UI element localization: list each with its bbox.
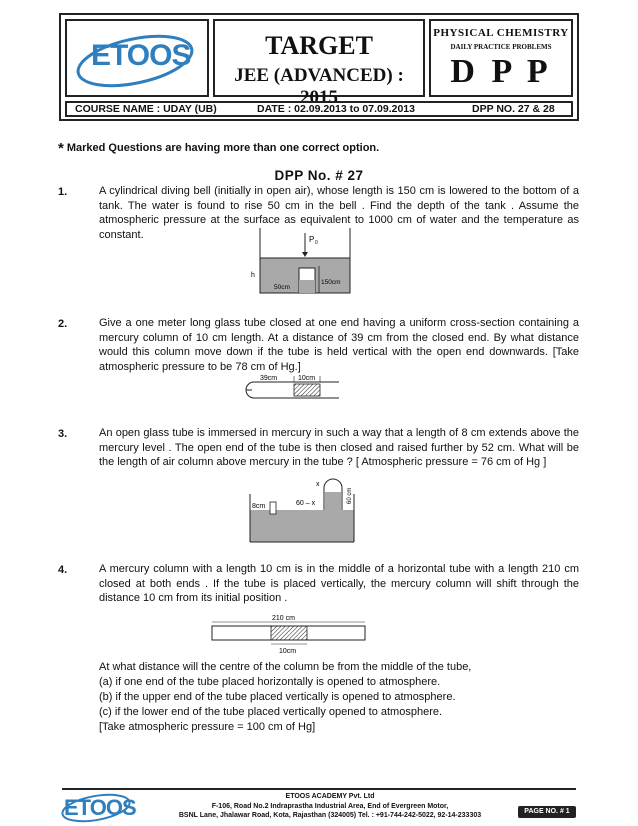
- label-60cm: 60 cm: [347, 487, 353, 504]
- h-label: h: [251, 272, 255, 279]
- immersed-tube-figure: [248, 474, 358, 544]
- question-number: 4.: [58, 564, 68, 576]
- horizontal-tube-figure: [210, 612, 370, 658]
- header-box: [59, 13, 579, 121]
- followup-line: At what distance will the centre of the column be from the middle of the tube,: [99, 661, 472, 673]
- dpp-heading: DPP No. # 27: [274, 168, 364, 183]
- label-8cm: 8cm: [252, 503, 266, 510]
- logo-cell: [65, 19, 209, 97]
- marked-questions-note: [58, 140, 379, 157]
- label-39cm: 39cm: [260, 375, 278, 382]
- followup-line: (c) if the lower end of the tube placed vertically opened to atmosphere.: [99, 706, 443, 718]
- footer-academy: ETOOS ACADEMY Pvt. Ltd: [285, 793, 375, 800]
- question-number: 3.: [58, 428, 68, 440]
- dpp-subtitle: DAILY PRACTICE PROBLEMS: [450, 43, 552, 51]
- label-10cm: 10cm: [298, 375, 316, 382]
- dpp-number: DPP NO. 27 & 28: [472, 103, 555, 115]
- label-x: x: [316, 481, 320, 488]
- dpp-big-title: D P P: [450, 53, 552, 90]
- target-title: TARGET: [265, 31, 373, 60]
- footer-logo: ETOOS: [64, 795, 136, 820]
- p0-label: P: [309, 235, 315, 244]
- question-text: A cylindrical diving bell (initially in open air), whose length is 150 cm is lowered to the bottom of a tank. The water is found to rise 50 cm in the bell . Find the depth of the tank . Assume the atmospheric pressure at the surface as equivalent to 1000 cm of water and the temperature as constant.: [99, 185, 579, 241]
- followup-line: (a) if one end of the tube placed horizontally is opened to atmosphere.: [99, 676, 441, 688]
- glass-tube-figure: [244, 372, 364, 408]
- footer-address-1: F-106, Road No.2 Indraprastha Industrial Area, End of Evergreen Motor,: [211, 803, 449, 810]
- label-50cm: 50cm: [274, 284, 290, 291]
- dpp-cell: [429, 19, 573, 97]
- date-range: DATE : 02.09.2013 to 07.09.2013: [257, 103, 415, 115]
- label-60-minus-x: 60 – x: [296, 500, 316, 507]
- question-number: 2.: [58, 318, 68, 330]
- question-number: 1.: [58, 186, 68, 198]
- subject-title: PHYSICAL CHEMISTRY: [433, 27, 569, 39]
- star-icon: *: [58, 140, 64, 157]
- question-text: An open glass tube is immersed in mercury in such a way that a length of 8 cm extends above the mercury level . The open end of the tube is then closed and raised further by 52 cm. What will be the length of air column above mercury in the tube ? [ Atmospheric pressure = 76 cm of Hg ]: [99, 427, 579, 468]
- footer-divider: [62, 788, 576, 790]
- logo-text: ETOOS: [91, 39, 191, 72]
- footer-address-2: BSNL Lane, Jhalawar Road, Kota, Rajasthan (324005) Tel. : +91-744-242-5022, 92-14-233303: [178, 812, 482, 819]
- page-number-badge: PAGE NO. # 1: [518, 806, 576, 818]
- followup-line: (b) if the upper end of the tube placed vertically is opened to atmosphere.: [99, 691, 456, 703]
- target-cell: [213, 19, 425, 108]
- followup-line: [Take atmospheric pressure = 100 cm of Hg]: [99, 721, 316, 733]
- question-text: A mercury column with a length 10 cm is in the middle of a horizontal tube with a length 210 cm closed at both ends . If the tube is placed vertically, the mercury column will shift through the distance 10 cm from its initial position .: [99, 563, 579, 604]
- note-text: Marked Questions are having more than one correct option.: [66, 142, 380, 154]
- label-10cm-q4: 10cm: [279, 648, 297, 655]
- label-210cm: 210 cm: [272, 615, 295, 622]
- label-150cm: 150cm: [321, 279, 341, 286]
- question-text: Give a one meter long glass tube closed at one end having a uniform cross-section containing a mercury column of 10 cm length. At a distance of 39 cm from the closed end. By what distance would this column move down if the tube is held vertical with the open end downwards. [Take atmospheric pressure to be 78 cm of Hg.]: [99, 317, 579, 373]
- target-subtitle: JEE (ADVANCED) : 2015: [234, 65, 404, 108]
- diving-bell-figure: [245, 228, 365, 298]
- header-info-row: [65, 101, 573, 117]
- p0-subscript: 0: [315, 240, 318, 246]
- course-name: COURSE NAME : UDAY (UB): [75, 103, 217, 115]
